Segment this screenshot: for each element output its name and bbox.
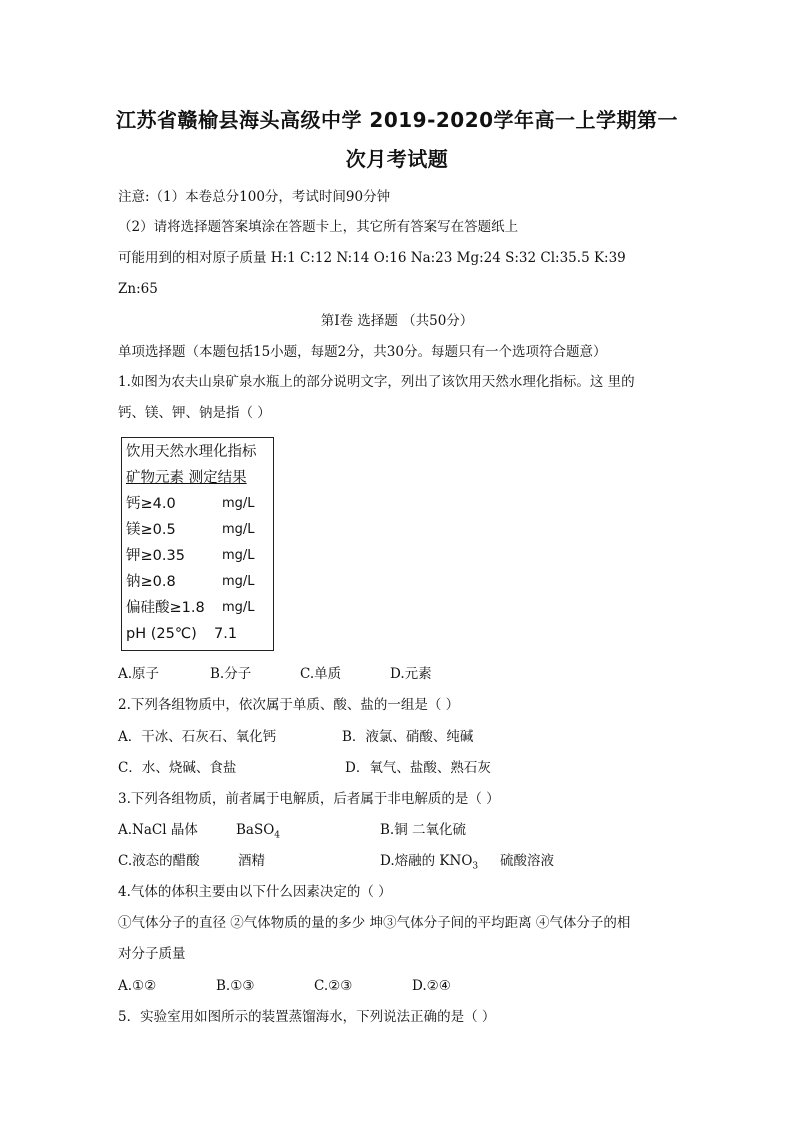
q5-stem: 5．实验室用如图所示的装置蒸馏海水，下列说法正确的是（ ） [118, 1009, 496, 1025]
q3-option-b: B.铜 二氧化硫 [380, 822, 467, 838]
atomic-mass-cont: Zn:65 [118, 281, 158, 297]
q2-stem: 2.下列各组物质中，依次属于单质、酸、盐的一组是（ ） [118, 697, 460, 713]
table-header: 饮用天然水理化指标 [126, 444, 257, 460]
q1-option-c: C.单质 [300, 666, 342, 682]
table-row-unit: mg/L [222, 600, 255, 615]
table-subheader: 矿物元素 测定结果 [126, 470, 247, 486]
q4-option-a: A.①② [118, 978, 157, 994]
table-row-label: 镁≥0.5 [126, 522, 176, 538]
q1-option-a: A.原子 [118, 666, 160, 682]
q3-option-c-1: C.液态的醋酸 [118, 853, 200, 869]
q1-stem-line-2: 钙、镁、钾、钠是指（ ） [118, 405, 271, 421]
q3-option-a-2-text: BaSO [236, 822, 275, 838]
q1-stem-line-1: 1.如图为农夫山泉矿泉水瓶上的部分说明文字，列出了该饮用天然水理化指标。这 里的 [118, 374, 635, 390]
table-ph-value: 7.1 [214, 626, 238, 642]
table-row-label: 钾≥0.35 [126, 548, 185, 564]
water-label-table [121, 437, 274, 651]
q3-option-d-1 [380, 851, 478, 877]
q2-option-d: D．氧气、盐酸、熟石灰 [345, 760, 491, 776]
subscript-3: 3 [472, 861, 479, 872]
table-row-unit: mg/L [222, 548, 255, 563]
q4-factors-line-2: 对分子质量 [118, 946, 186, 962]
q3-stem: 3.下列各组物质，前者属于电解质，后者属于非电解质的是（ ） [118, 791, 500, 807]
q3-option-d-2: 硫酸溶液 [500, 853, 554, 869]
note-1: 注意:（1）本卷总分100分，考试时间90分钟 [118, 189, 391, 205]
table-row-unit: mg/L [222, 574, 255, 589]
q3-option-c-2: 酒精 [238, 853, 265, 869]
q4-option-b: B.①③ [216, 978, 255, 994]
table-row-label: 钠≥0.8 [126, 574, 176, 590]
q3-option-d-1-text: D.熔融的 KNO [380, 853, 473, 869]
atomic-mass-line: 可能用到的相对原子质量 H:1 C:12 N:14 O:16 Na:23 Mg:24 S:32 Cl:35.5 K:39 [118, 250, 626, 266]
q4-stem: 4.气体的体积主要由以下什么因素决定的（ ） [118, 884, 392, 900]
table-row-label: 偏硅酸≥1.8 [126, 600, 205, 616]
title-line-2: 次月考试题 [345, 147, 449, 171]
q4-factors-line-1: ①气体分子的直径 ②气体物质的量的多少 坤③气体分子间的平均距离 ④气体分子的相 [118, 915, 631, 931]
q4-option-d: D.②④ [412, 978, 451, 994]
q2-option-b: B．液氯、硝酸、纯碱 [342, 729, 474, 745]
q3-option-a-1: A.NaCl 晶体 [118, 822, 198, 838]
q2-option-c: C．水、烧碱、食盐 [118, 760, 237, 776]
q2-option-a: A．干冰、石灰石、氧化钙 [118, 729, 277, 745]
table-ph-label: pH (25℃) [126, 626, 197, 642]
q1-option-d: D.元素 [390, 666, 432, 682]
note-2: （2）请将选择题答案填涂在答题卡上，其它所有答案写在答题纸上 [118, 219, 519, 235]
section-instructions: 单项选择题（本题包括15小题，每题2分，共30分。每题只有一个选项符合题意） [118, 344, 607, 360]
table-row-unit: mg/L [222, 522, 255, 537]
title-line-1: 江苏省赣榆县海头高级中学 2019-2020学年高一上学期第一 [115, 108, 679, 132]
q3-option-a-2 [236, 820, 280, 846]
q1-option-b: B.分子 [210, 666, 252, 682]
q4-option-c: C.②③ [314, 978, 353, 994]
table-row-label: 钙≥4.0 [126, 496, 176, 512]
section-heading: 第Ⅰ卷 选择题 （共50分） [320, 313, 474, 329]
subscript-4: 4 [274, 830, 281, 841]
table-row-unit: mg/L [222, 496, 255, 511]
